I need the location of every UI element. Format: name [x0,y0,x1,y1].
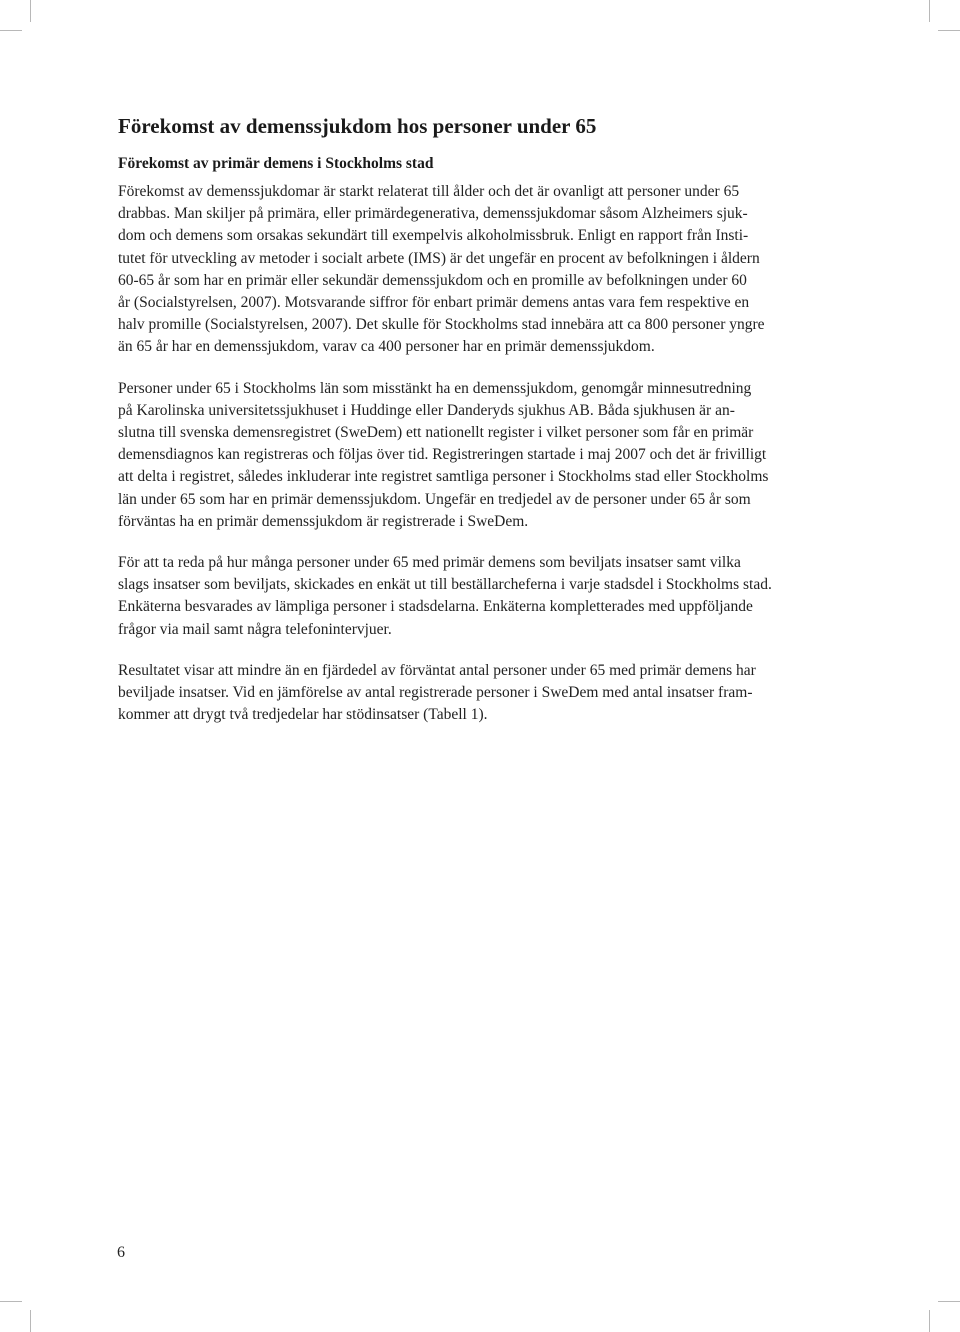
paragraph-spacer [118,359,824,378]
text-line: på Karolinska universitetssjukhuset i Huddinge eller Danderyds sjukhus AB. Båda sjukhusen är an- [118,401,735,419]
paragraph-spacer [118,533,824,552]
crop-mark-bottom-right-v [929,1310,930,1332]
paragraph-3 [118,552,824,641]
text-line: drabbas. Man skiljer på primära, eller primärdegenerativa, demenssjukdomar såsom Alzheimers sjuk- [118,205,748,223]
paragraph-spacer [118,641,824,660]
text-line: frågor via mail samt några telefonintervjuer. [118,620,392,638]
text-line: slags insatser som beviljats, skickades en enkät ut till beställarcheferna i varje stadsdel i Stockholms stad. [118,576,772,594]
paragraph-4 [118,660,824,727]
text-line: län under 65 som har en primär demenssjukdom. Ungefär en tredjedel av de personer under 65 år som [118,490,751,508]
paragraph-2 [118,378,824,533]
section-subheading: Förekomst av primär demens i Stockholms stad [118,155,434,172]
text-line: halv promille (Socialstyrelsen, 2007). Det skulle för Stockholms stad innebära att ca 800 personer yngre [118,316,765,334]
paragraph-1 [118,181,824,359]
text-line: 60-65 år som har en primär eller sekundär demenssjukdom och en promille av befolkningen under 60 [118,271,747,289]
crop-mark-bottom-left-v [30,1310,31,1332]
crop-mark-bottom-left-h [0,1301,22,1302]
text-line: år (Socialstyrelsen, 2007). Motsvarande siffror för enbart primär demens antas vara fem respektive en [118,294,750,312]
crop-mark-top-right-v [929,0,930,22]
crop-mark-top-right-h [938,30,960,31]
crop-mark-top-left-h [0,30,22,31]
text-line: tutet för utveckling av metoder i socialt arbete (IMS) är det ungefär en procent av befolkningen i åldern [118,249,760,267]
text-line: demensdiagnos kan registreras och följas över tid. Registreringen startade i maj 2007 och det är frivilligt [118,446,767,464]
document-body [118,112,824,726]
text-line: Förekomst av demenssjukdomar är starkt relaterat till ålder och det är ovanligt att personer under 65 [118,183,740,200]
text-line: än 65 år har en demenssjukdom, varav ca 400 personer har en primär demenssjukdom. [118,338,655,356]
text-line: att delta i registret, således inkluderar inte registret samtliga personer i Stockholms stad eller Stockholms [118,468,769,486]
text-line: kommer att drygt två tredjedelar har stödinsatser (Tabell 1). [118,706,488,724]
text-line: slutna till svenska demensregistret (SweDem) ett nationellt register i vilket personer som får en primär [118,424,754,442]
text-line: beviljade insatser. Vid en jämförelse av antal registrerade personer i SweDem med antal insatser fram- [118,684,753,702]
page-number: 6 [117,1244,125,1261]
text-line: Enkäterna besvarades av lämpliga personer i stadsdelarna. Enkäterna kompletterades med uppföljande [118,598,753,616]
crop-mark-top-left-v [30,0,31,22]
page-title: Förekomst av demenssjukdom hos personer under 65 [118,114,597,138]
text-line: dom och demens som orsakas sekundärt till exempelvis alkoholmissbruk. Enligt en rapport från Insti- [118,227,749,245]
text-line: förväntas ha en primär demenssjukdom är registrerade i SweDem. [118,512,529,530]
text-line: Personer under 65 i Stockholms län som misstänkt ha en demenssjukdom, genomgår minnesutredning [118,379,752,397]
crop-mark-bottom-right-h [938,1301,960,1302]
text-line: Resultatet visar att mindre än en fjärdedel av förväntat antal personer under 65 med primär demens har [118,661,756,679]
text-line: För att ta reda på hur många personer under 65 med primär demens som beviljats insatser samt vilka [118,554,741,572]
